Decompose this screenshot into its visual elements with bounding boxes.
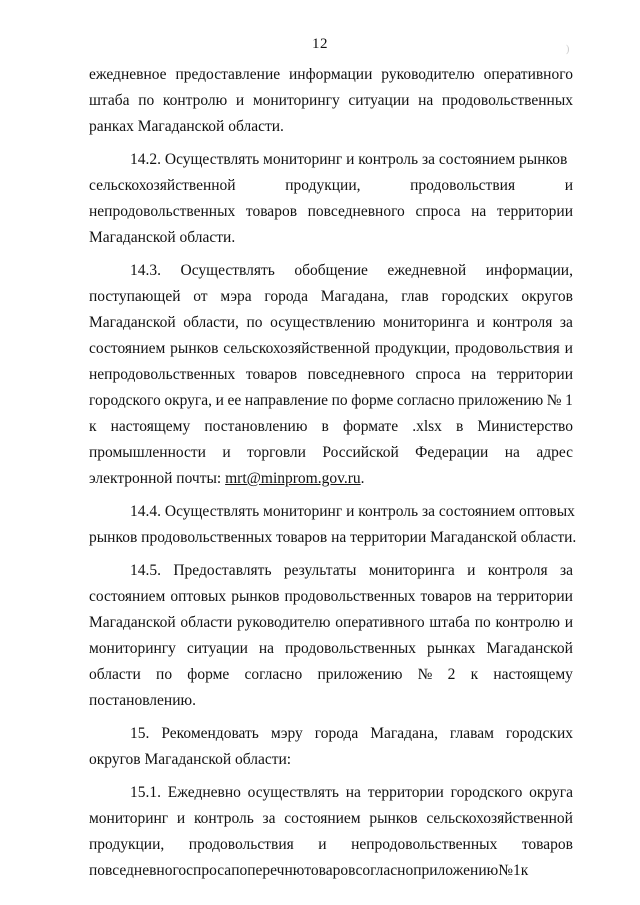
word: продукции, [89,836,165,853]
word: 2 [447,666,456,683]
word: от [193,288,208,305]
word: мониторинга [382,314,470,331]
text-line [89,858,573,884]
word: 1 [565,392,573,409]
word: области [89,666,141,683]
word: ранках Магаданской области. [89,118,284,135]
text-line [89,780,573,806]
word: оперативного [483,66,573,83]
word: электронной почты: [89,470,226,487]
word: мониторинга [368,562,455,579]
word: продовольствия [188,836,294,853]
word: адрес [536,444,573,461]
word: мэру [270,725,303,742]
word: № [546,392,562,409]
text-line [89,88,573,114]
word: и [467,562,476,579]
word: на [258,640,275,657]
word: результаты [283,562,357,579]
word: и [564,614,573,631]
word: 1 [513,862,521,879]
paragraph [89,499,577,551]
word: мэра [220,288,252,305]
word: товаров [420,588,472,605]
word: территории [496,366,573,383]
paragraph [89,147,573,251]
word: ситуации [186,640,248,657]
word: состоянием [89,340,166,357]
paragraph [89,258,573,492]
word: товаров [245,366,298,383]
word: согласно [244,666,303,683]
text-line [89,499,573,525]
word: области, [183,314,239,331]
word: промышленности [89,444,206,461]
text-line [89,336,573,362]
text-line [89,225,573,251]
word: рынков [369,810,418,827]
word: на [345,784,361,801]
word: Федерации [415,444,489,461]
text-line [89,114,573,140]
word: округа [529,784,573,801]
word: рынках [426,640,476,657]
word: сельскохозяйственной [426,810,573,827]
word: ситуации [348,92,410,109]
word: 14.3. [130,262,161,279]
word: оперативного [335,614,425,631]
word: торговли [247,444,306,461]
word: контролю [162,92,228,109]
word: Магаданской области. [89,229,236,246]
word: и [176,810,186,827]
page-number: 12 [312,36,328,52]
word: и [476,314,485,331]
word: повседневного [307,203,405,220]
word: рынков [231,588,280,605]
word: штаба [429,614,470,631]
word: глав [401,288,429,305]
word: города [314,725,359,742]
word: направление [244,392,328,409]
word: продовольственных [284,588,416,605]
word: мониторинг [89,810,169,827]
word: контроль [193,810,254,827]
word: осуществлять [247,784,339,801]
text-line [89,414,573,440]
word: Ежедневно [167,784,241,801]
word: спроса [415,366,461,383]
word: за [559,562,573,579]
text-line [89,721,573,747]
word: города [264,288,308,305]
text-line [89,806,573,832]
text-line [89,362,573,388]
word: городских [441,288,509,305]
text-line [89,147,573,173]
word: информации, [485,262,573,279]
word: товаров [245,203,298,220]
word: непродовольственных [351,836,498,853]
word: и [318,836,327,853]
word: .xlsx [412,418,442,435]
word: рынков продовольственных товаров на территории Магаданской области. [89,529,577,546]
word: ежедневной [387,262,467,279]
word: 14.5. [130,562,161,579]
word: в [321,418,329,435]
word: поступающей [89,288,181,305]
word: товаров [521,836,573,853]
word: на [476,588,492,605]
word: сельскохозяйственной [89,177,236,194]
word: Магаданской [486,640,573,657]
text-line [89,62,573,88]
word: мониторингу [252,92,340,109]
word: к [520,862,529,879]
word: руководителю [381,66,475,83]
word: за [559,314,573,331]
word: спроса [415,203,461,220]
word: контролю [495,614,560,631]
word: по [231,862,248,879]
word: повседневного [89,862,187,879]
word: предоставление [175,66,281,83]
word: осуществлению [270,314,376,331]
word: по [138,92,155,109]
word: настоящему [493,666,573,683]
word: форме [351,392,394,409]
word: по [474,614,491,631]
word: и [215,392,224,409]
word: территории [367,784,444,801]
word: № [417,666,433,683]
word: ежедневное [89,66,167,83]
word: и [222,444,231,461]
word: согласно [396,392,455,409]
word: по [331,392,348,409]
word: ее [227,392,242,409]
word: оптовых [170,588,227,605]
word: главам [449,725,494,742]
word: мониторингу [89,640,176,657]
text-line [89,832,573,858]
text-line [89,388,573,414]
document-body [89,62,577,891]
word: контроля [492,314,553,331]
word: штаба [89,92,130,109]
word: в [456,418,464,435]
word: на [471,366,487,383]
word: продовольственных [284,640,417,657]
word: настоящему [110,418,191,435]
word: 14.2. Осуществлять мониторинг и контроль за состоянием рынков [130,151,568,168]
text-line [89,466,573,492]
word: на [418,92,434,109]
word: Рекомендовать [161,725,259,742]
text-line [89,310,573,336]
word: округов [521,288,573,305]
word: по [246,314,263,331]
word: руководителю [237,614,331,631]
text-line [89,525,577,551]
word: городских [505,725,573,742]
word: области [180,614,233,631]
word: и [235,92,245,109]
word: Магадана, [370,725,438,742]
word: непродовольственных [89,203,236,220]
word: приложению [458,392,544,409]
paragraph [89,780,573,884]
word: перечню [247,862,305,879]
word: округов Магаданской области: [89,751,292,768]
word: форме [187,666,230,683]
text-line [89,440,573,466]
text-line [89,284,573,310]
word: к [470,666,479,683]
word: № [498,862,514,879]
word: округа, [164,392,213,409]
word: и [564,177,573,194]
word: Магаданской [89,614,176,631]
text-line [89,747,573,773]
text-line [89,199,573,225]
word: согласно [355,862,414,879]
word: постановлению. [89,692,196,709]
word: Министерство [477,418,573,435]
word: 15. [130,725,150,742]
word: приложению [317,666,403,683]
word: к [89,418,97,435]
scan-artifact-mark: ) [566,44,570,55]
word: формате [342,418,399,435]
word: Магаданской [89,314,176,331]
paragraph [89,62,573,140]
text-line [89,558,573,584]
word: продовольствия [454,340,560,357]
word: сельскохозяйственной [223,340,370,357]
word: по [156,666,173,683]
email-link[interactable]: mrt@minprom.gov.ru [225,470,361,487]
word: состоянием [89,588,166,605]
text-line [89,258,573,284]
paragraph [89,721,573,773]
word: состоянием [284,810,361,827]
word: постановлению [204,418,308,435]
word: городского [89,392,161,409]
word: непродовольственных [89,366,236,383]
text-line [89,584,573,610]
word: территории [496,203,573,220]
word: продовольствия [410,177,516,194]
text-line [89,636,573,662]
word: информации [289,66,373,83]
word: 14.4. Осуществлять мониторинг и контроль за состоянием оптовых [130,503,575,520]
text-line [89,688,573,714]
word: на [504,444,520,461]
text-line [89,610,573,636]
word: обобщение [294,262,368,279]
word: контроля [487,562,548,579]
text-line [89,662,573,688]
word: за [262,810,276,827]
word: продовольственных [441,92,573,109]
paragraph [89,558,573,714]
word: приложению [413,862,499,879]
word: на [471,203,487,220]
text-line [89,173,573,199]
word: городского [450,784,523,801]
word: 15.1. [130,784,161,801]
word: спроса [186,862,232,879]
word: товаров [304,862,356,879]
word: и [564,340,573,357]
word: повседневного [307,366,405,383]
word: Осуществлять [180,262,275,279]
word: Магадана, [320,288,389,305]
word: Предоставлять [173,562,272,579]
word: продукции, [285,177,361,194]
email-suffix: . [360,470,365,487]
word: продукции, [374,340,451,357]
word: Российской [322,444,399,461]
word: территории [496,588,573,605]
word: рынков [170,340,219,357]
